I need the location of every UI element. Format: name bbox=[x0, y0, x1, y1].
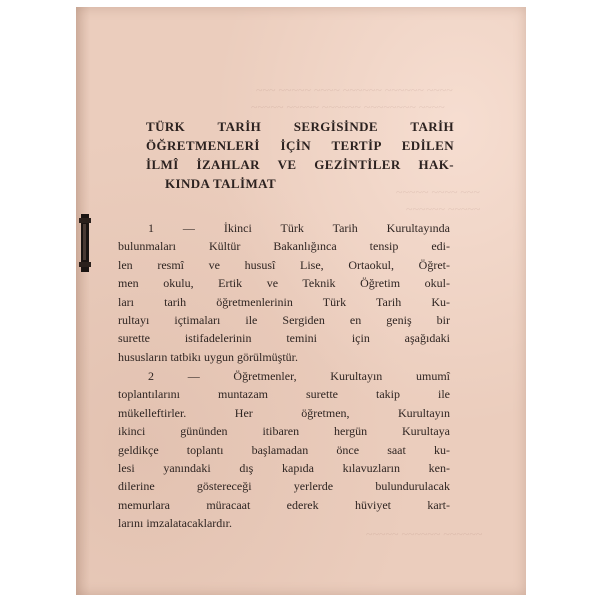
paragraph-line: dilerine göstereceği yerlerde bulundurulacak bbox=[118, 479, 450, 494]
bleed-through-text: ~~~~~ ~~~~ ~~~ bbox=[396, 185, 480, 199]
paragraph-line: memurlara müracaat ederek hüviyet kart- bbox=[118, 497, 450, 512]
paragraph-line: lesi yanındaki dış kapıda kılavuzların ken- bbox=[118, 461, 450, 476]
paragraph-line: len resmî ve hususî Lise, Ortaokul, Öğret- bbox=[118, 257, 450, 272]
paragraph-line: rultayı içtimaları ile Sergiden en geniş bir bbox=[118, 313, 450, 328]
paragraph-line: men okulu, Ertik ve Teknik Öğretim okul- bbox=[118, 276, 450, 291]
document-title bbox=[146, 117, 454, 193]
paragraph-line: surette istifadelerinin temini için aşağıdaki bbox=[118, 331, 450, 346]
paragraph-line: mükelleftirler. Her öğretmen, Kurultayın bbox=[118, 405, 450, 420]
paragraph-line: ikinci gününden itibaren hergün Kurultaya bbox=[118, 424, 450, 439]
paragraph-line: ları tarih öğretmenlerinin Türk Tarih Ku- bbox=[118, 294, 450, 309]
paragraph-line: toplantılarını muntazam surette takip ile bbox=[118, 387, 450, 402]
paragraph-line: geldikçe toplantı başlamadan önce saat ku- bbox=[118, 442, 450, 457]
bleed-through-text: ~~~~~ ~~~~~~ ~~~~~~ bbox=[366, 527, 483, 541]
paragraph-line: hususların tatbikı uygun görülmüştür. bbox=[118, 349, 298, 364]
title-line: İLMÎ İZAHLAR VE GEZİNTİLER HAK- bbox=[146, 157, 454, 172]
booklet-page bbox=[76, 7, 526, 595]
title-line: ÖĞRETMENLERİ İÇİN TERTİP EDİLEN bbox=[146, 138, 454, 153]
bleed-through-text: ~~~~~ ~~~~~ ~~~~~~ ~~~~~~~~ ~~~~ bbox=[251, 100, 445, 114]
bleed-through-text: ~~~~~~ ~~~~~ bbox=[406, 202, 481, 216]
staple-icon bbox=[79, 214, 91, 272]
paragraph-2 bbox=[118, 367, 450, 533]
paragraph-line: 1 — İkinci Türk Tarih Kurultayında bbox=[148, 221, 450, 235]
bleed-through-text: ~~~ ~~~~~ ~~~~ ~~~~~~ ~~~~~~ ~~~~ bbox=[256, 83, 453, 97]
title-line: KINDA TALİMAT bbox=[165, 176, 277, 191]
paragraph-1 bbox=[118, 219, 450, 366]
paragraph-line: bulunmaları Kültür Bakanlığınca tensip edi- bbox=[118, 239, 450, 254]
paragraph-line: 2 — Öğretmenler, Kurultayın umumî bbox=[148, 369, 450, 383]
paragraph-line: larını imzalatacaklardır. bbox=[118, 516, 232, 531]
title-line: TÜRK TARİH SERGİSİNDE TARİH bbox=[146, 119, 454, 134]
